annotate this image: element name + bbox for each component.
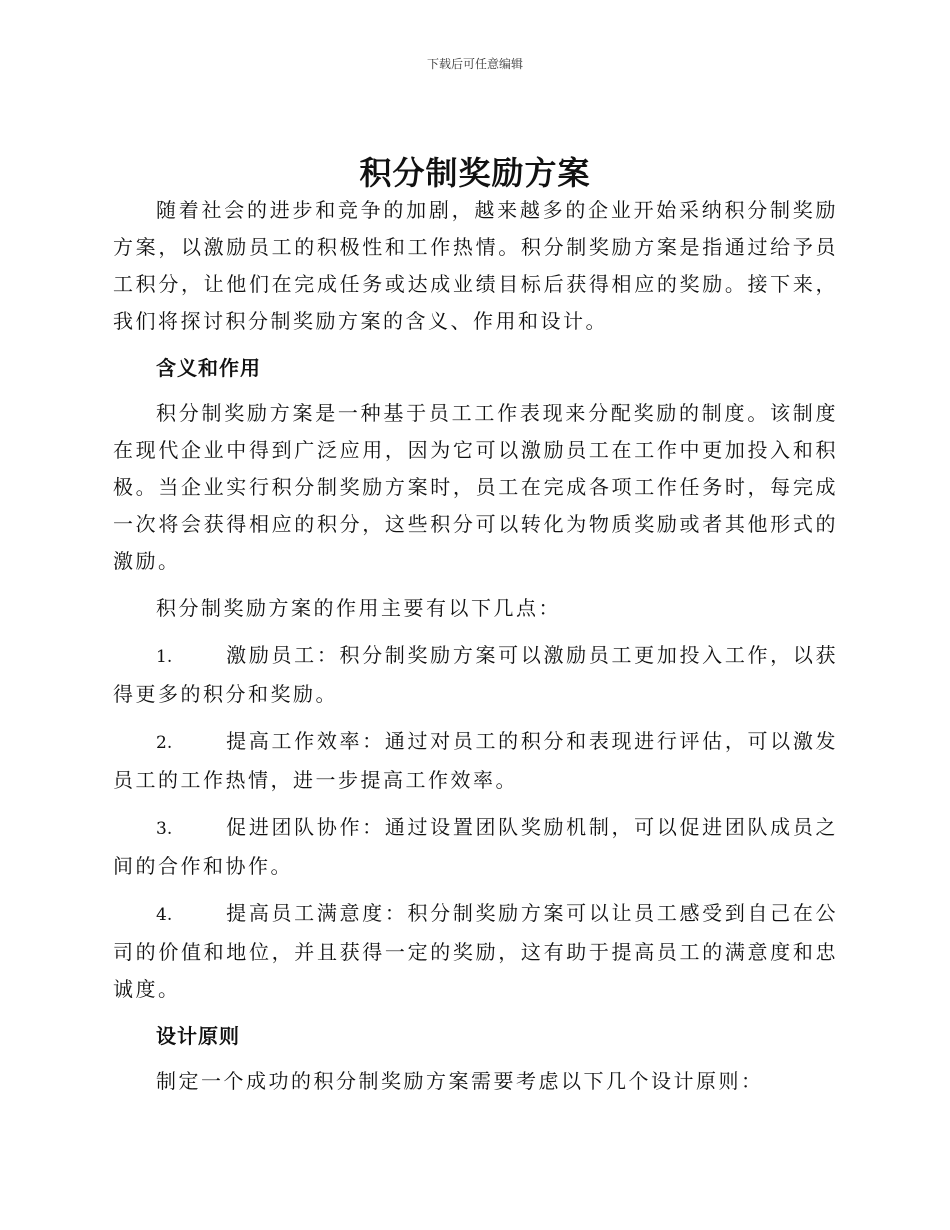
page-header-note: 下载后可任意编辑 (426, 57, 523, 71)
list-text: 促进团队协作：通过设置团队奖励机制，可以促进团队成员之间的合作和协作。 (113, 815, 838, 878)
document-body (113, 192, 838, 1110)
list-item (113, 723, 838, 799)
document-title: 积分制奖励方案 (359, 154, 591, 192)
list-item (113, 895, 838, 1008)
list-number: 3. (156, 819, 173, 839)
section-heading-meaning: 含义和作用 (156, 356, 261, 380)
list-item (113, 809, 838, 885)
function-intro-paragraph: 积分制奖励方案的作用主要有以下几点： (156, 596, 561, 620)
design-intro-paragraph: 制定一个成功的积分制奖励方案需要考虑以下几个设计原则： (156, 1069, 764, 1093)
list-number: 2. (156, 733, 173, 753)
list-number: 4. (156, 905, 173, 925)
list-text: 激励员工：积分制奖励方案可以激励员工更加投入工作，以获得更多的积分和奖励。 (113, 643, 838, 706)
list-item (113, 637, 838, 713)
list-text: 提高员工满意度：积分制奖励方案可以让员工感受到自己在公司的价值和地位，并且获得一定的奖励，这有助于提高员工的满意度和忠诚度。 (113, 901, 838, 1001)
section-heading-design: 设计原则 (156, 1024, 240, 1048)
meaning-paragraph: 积分制奖励方案是一种基于员工工作表现来分配奖励的制度。该制度在现代企业中得到广泛应用，因为它可以激励员工在工作中更加投入和积极。当企业实行积分制奖励方案时，员工在完成各项工作任务时，每完成一次将会获得相应的积分，这些积分可以转化为物质奖励或者其他形式的激励。 (113, 401, 838, 573)
intro-paragraph: 随着社会的进步和竞争的加剧，越来越多的企业开始采纳积分制奖励方案，以激励员工的积极性和工作热情。积分制奖励方案是指通过给予员工积分，让他们在完成任务或达成业绩目标后获得相应的奖励。接下来，我们将探讨积分制奖励方案的含义、作用和设计。 (113, 198, 838, 333)
list-text: 提高工作效率：通过对员工的积分和表现进行评估，可以激发员工的工作热情，进一步提高工作效率。 (113, 729, 838, 792)
list-number: 1. (156, 647, 173, 667)
